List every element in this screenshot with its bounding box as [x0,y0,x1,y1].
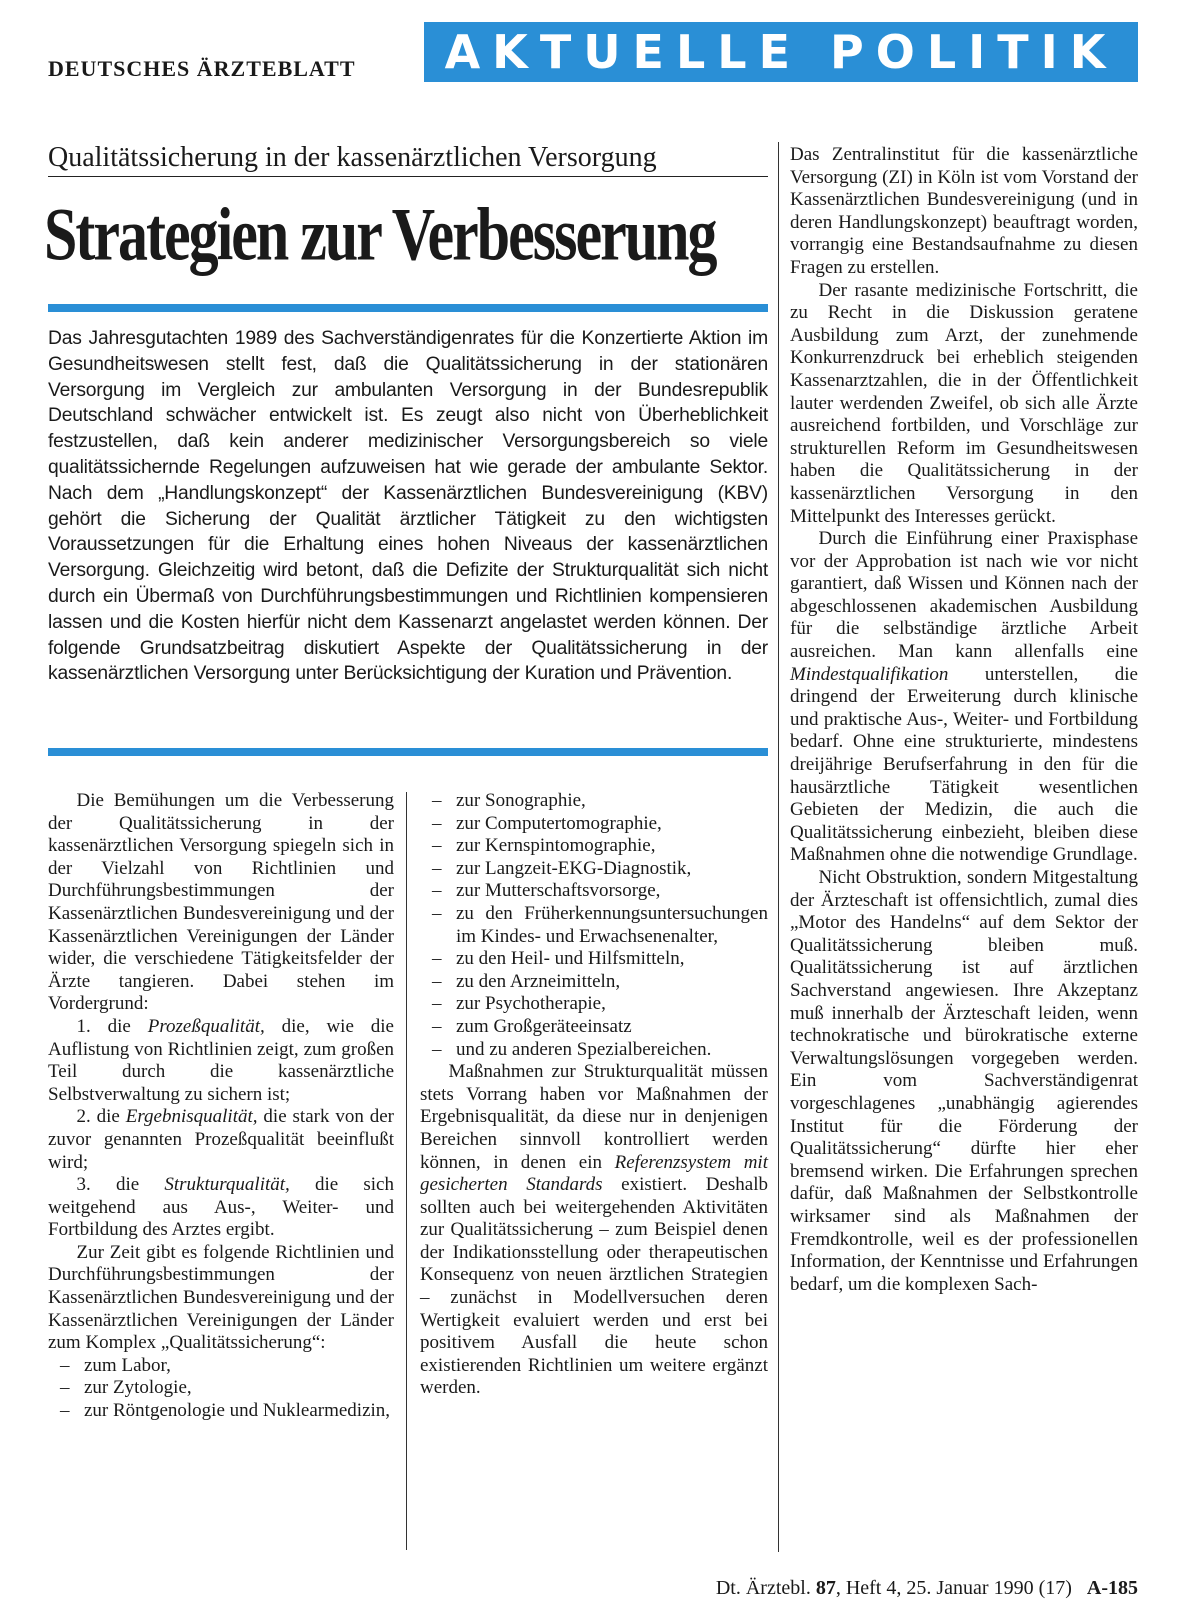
paragraph: Nicht Obstruktion, sondern Mitgestaltung der Ärzteschaft ist offensichtlich, zumal dies „Motor des Handelns“ auf dem Sektor der Qualitätssicherung bleiben muß. Qualitätssicherung ist auf ärztlichen Sachverstand angewiesen. Ihre Akzeptanz muß innerhalb der Ärzteschaft leiden, wenn technokratische und bürokratische externe Verwaltungslösungen vorgegeben werden. Ein vom Sachverständigenrat vorgeschlagenes „unabhängig agierendes Institut für die Förderung der Qualitätssicherung“ dürfte hier eher bremsend wirken. Die Erfahrungen sprechen dafür, daß Maßnahmen der Selbstkontrolle wirksamer sind als Maßnahmen der Fremdkontrolle, weil es der professionellen Information, der Kenntnisse und Erfahrungen bedarf, um die komplexen Sach- [790,867,1138,1295]
guideline-list-continued [420,790,768,1061]
footer-issue: , Heft 4, 25. Januar 1990 (17) [835,1577,1072,1599]
masthead: DEUTSCHES ÄRZTEBLATT [48,56,356,81]
paragraph: Der rasante medizinische Fortschritt, die zu Recht in die Diskussion geratene Ausbildung zum Arzt, der zunehmende Konkurrenzdruck bei erheblich steigenden Kassenarztzahlen, die in der Öffentlichkeit lauter werdenden Zweifel, ob sich alle Ärzte ausreichend fortbilden, und Vorschläge zur strukturellen Reform im Gesundheitswesen haben die Qualitätssicherung in der kassenärztlichen Versorgung in den Mittelpunkt des Interesses gerückt. [790,279,1138,527]
guideline-list [48,1355,394,1423]
paragraph: Maßnahmen zur Strukturqualität müssen stets Vorrang haben vor Maßnahmen der Ergebnisqualität, da diese nur in denjenigen Bereichen sinnvoll kontrolliert werden können, in denen ein Referenzsystem mit gesicherten Standards existiert. Deshalb sollten auch bei weitergehenden Aktivitäten zur Qualitätssicherung – zum Beispiel denen der Indikationsstellung oder therapeutischen Konsequenz von neuen ärztlichen Strategien – zunächst in Modellversuchen deren Wertigkeit evaluiert werden und erst bei positivem Ausfall die heute schon existierenden Richtlinien um weitere ergänzt werden. [420,1061,768,1399]
list-item: – zur Mutterschaftsvorsorge, [420,880,768,903]
list-item: – zur Computertomographie, [420,813,768,836]
list-item: – zum Großgeräteeinsatz [420,1016,768,1039]
divider-rule-top [48,304,768,312]
section-banner: AKTUELLE POLITIK [424,22,1138,82]
list-item: – zu den Heil- und Hilfsmitteln, [420,948,768,971]
paragraph: Zur Zeit gibt es folgende Richtlinien und Durchführungsbestimmungen der Kassenärztlichen Bundesvereinigung und der Kassenärztlichen Vereinigungen der Länder zum Komplex „Qualitätssicherung“: [48,1241,394,1354]
paragraph: Durch die Einführung einer Praxisphase vor der Approbation ist nach wie vor nicht garantiert, daß Wissen und Können nach der abgeschlossenen akademischen Ausbildung für die selbständige ärztliche Arbeit ausreichen. Man kann allenfalls eine Mindestqualifikation unterstellen, die dringend der Erweiterung durch klinische und praktische Aus-, Weiter- und Fortbildung bedarf. Ohne eine strukturierte, mindestens dreijährige Berufserfahrung in den für die hausärztliche Tätigkeit wesentlichen Gebieten der Medizin, die auch die Qualitätssicherung einbezieht, bleiben diese Maßnahmen ohne die notwendige Grundlage. [790,528,1138,866]
list-item: – zu den Arzneimitteln, [420,971,768,994]
article-headline: Strategien zur Verbesserung [44,193,716,276]
column-divider-2 [778,142,779,1552]
paragraph: Das Zentralinstitut für die kassenärztliche Versorgung (ZI) in Köln ist vom Vorstand der Kassenärztlichen Bundesvereinigung (und in deren Handlungskonzept) beauftragt worden, vorrangig eine Bestandsaufnahme zu diesen Fragen zu erstellen. [790,144,1138,278]
footer-journal: Dt. Ärztebl. [715,1577,811,1599]
column-3 [790,144,1138,1296]
list-item-ergebnisqualitaet: 2. die Ergebnisqualität, die stark von der zuvor genannten Prozeßqualität beeinflußt wird; [48,1106,394,1173]
footer-volume: 87 [815,1577,836,1599]
paragraph: Die Bemühungen um die Verbesserung der Qualitätssicherung in der kassenärztlichen Versorgung spiegeln sich in der Vielzahl von Richtlinien und Durchführungsbestimmungen der Kassenärztlichen Bundesvereinigung und der Kassenärztlichen Vereinigungen der Länder wider, die verschiedene Tätigkeitsfelder der Ärzte tangieren. Dabei stehen im Vordergrund: [48,790,394,1015]
column-1 [48,790,394,1423]
column-2 [420,790,768,1400]
list-item: – zur Psychotherapie, [420,993,768,1016]
list-item: – zur Sonographie, [420,790,768,813]
column-divider-1 [406,792,407,1550]
page-footer [650,1577,1138,1600]
list-item: – zur Zytologie, [48,1377,394,1400]
divider-rule-bottom [48,748,768,756]
list-item: – zu den Früherkennungsuntersuchungen im Kindes- und Erwachsenenalter, [420,903,768,948]
list-item: – zur Röntgenologie und Nuklearmedizin, [48,1400,394,1423]
list-item: – zum Labor, [48,1355,394,1378]
article-lead: Das Jahresgutachten 1989 des Sachverständigenrates für die Konzertierte Aktion im Gesundheitswesen stellt fest, daß die Qualitätssicherung in der stationären Versorgung im Vergleich zur ambulanten Versorgung in der Bundesrepublik Deutschland schwächer entwickelt ist. Es zeugt also nicht von Überheblichkeit festzustellen, daß kein anderer medizinischer Versorgungsbereich so viele qualitätssichernde Regelungen aufzuweisen hat wie gerade der ambulante Sektor. Nach dem „Handlungskonzept“ der Kassenärztlichen Bundesvereinigung (KBV) gehört die Sicherung der Qualität ärztlicher Tätigkeit zu den wichtigsten Voraussetzungen für die Erhaltung eines hohen Niveaus der kassenärztlichen Versorgung. Gleichzeitig wird betont, daß die Defizite der Strukturqualität sich nicht durch ein Übermaß von Durchführungsbestimmungen und Richtlinien kompensieren lassen und die Kosten hierfür nicht dem Kassenarzt angelastet werden können. Der folgende Grundsatzbeitrag diskutiert Aspekte der Qualitätssicherung in der kassenärztlichen Versorgung unter Berücksichtigung der Kuration und Prävention. [48,328,768,685]
list-item-strukturqualitaet: 3. die Strukturqualität, die sich weitgehend aus Aus-, Weiter- und Fortbildung des Arztes ergibt. [48,1174,394,1241]
article-kicker: Qualitätssicherung in der kassenärztlichen Versorgung [48,142,768,177]
list-item: – zur Kernspintomographie, [420,835,768,858]
list-item: – zur Langzeit-EKG-Diagnostik, [420,858,768,881]
page-number: A-185 [1086,1577,1138,1599]
list-item-prozessqualitaet: 1. die Prozeßqualität, die, wie die Auflistung von Richtlinien zeigt, zum großen Teil durch die kassenärztliche Selbstverwaltung zu sichern ist; [48,1015,394,1105]
list-item: – und zu anderen Spezialbereichen. [420,1039,768,1062]
